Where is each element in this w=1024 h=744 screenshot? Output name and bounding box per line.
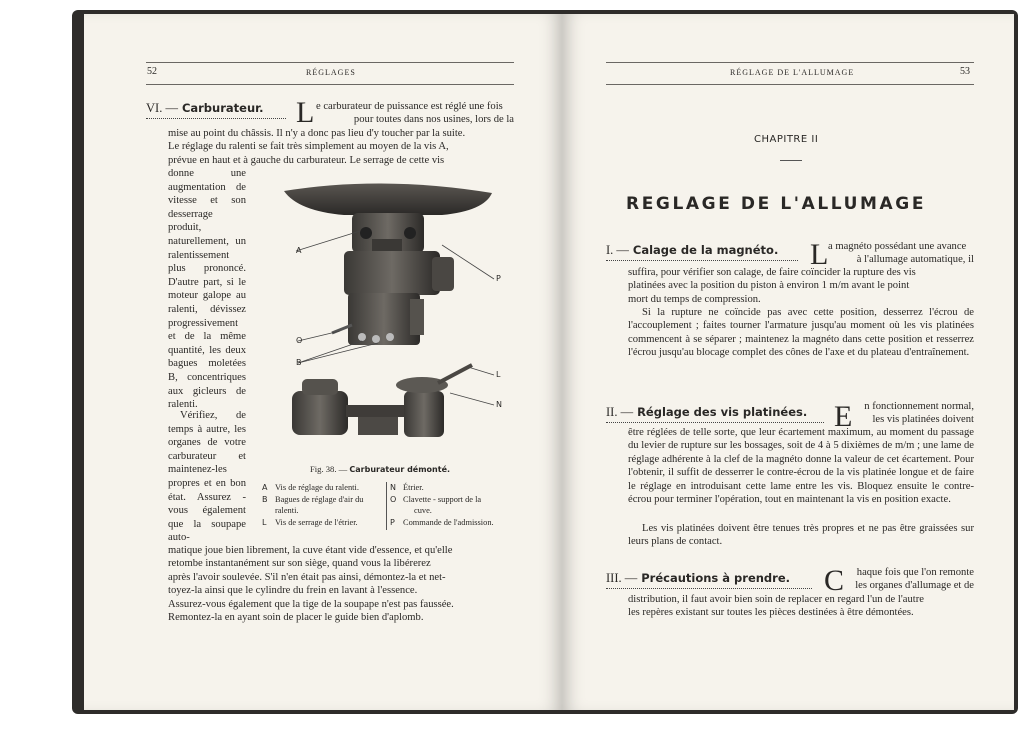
header-rule-bottom	[146, 84, 514, 85]
figure-label-a: A	[296, 246, 302, 255]
chapter-title: REGLAGE DE L'ALLUMAGE	[626, 194, 927, 214]
text-line: e carburateur de puissance est réglé une fois	[316, 101, 503, 112]
full-width-lines	[168, 127, 514, 167]
figure-label-n: N	[496, 400, 502, 409]
figure-label-p: P	[496, 274, 501, 283]
header-rule-top	[146, 62, 514, 63]
narrow-paragraph: donne une augmentation de vitesse et son desserrage produit, naturellement, un ralentissement plus prononcé. D'autre part, si le moteur galope au ralenti, dévissez progressivement et de la même quantité, les deux bagues moletées B, concentriques aux gicleurs de ralenti.	[168, 168, 246, 411]
running-head-right: RÉGLAGE DE L'ALLUMAGE	[730, 68, 855, 77]
caption-title: Carburateur démonté.	[349, 465, 451, 474]
text-line: Assurez-vous également que la tige de la soupape n'est pas faussée.	[168, 598, 454, 610]
legend-row: N Étrier.	[390, 483, 424, 492]
drop-cap: E	[834, 400, 853, 433]
section-2-paragraph-2: Les vis platinées doivent être tenues très propres et ne pas être graissées sur leurs plans de contact.	[628, 523, 974, 548]
figure-label-l: L	[496, 370, 501, 379]
legend-row: P Commande de l'admission.	[390, 517, 494, 527]
chapter-rule	[780, 160, 802, 161]
legend-row: cuve.	[414, 506, 432, 515]
heading-dotted-rule	[606, 422, 824, 423]
running-head-left: RÉGLAGES	[306, 68, 356, 77]
legend-row: ralenti.	[275, 506, 299, 515]
section-number: VI. —	[146, 101, 178, 115]
header-rule-bottom	[606, 84, 974, 85]
legend-row: L Vis de serrage de l'étrier.	[262, 517, 358, 527]
text-line: pour toutes dans nos usines, lors de la	[353, 114, 514, 126]
intro-lines	[316, 100, 514, 127]
figure-label-o: O	[296, 336, 303, 345]
legend-divider	[386, 482, 387, 530]
text-line: matique joue bien librement, la cuve étant vide d'essence, et qu'elle	[168, 545, 453, 556]
section-heading-precautions: III. — Précautions à prendre.	[606, 571, 790, 585]
section-heading-carburateur	[146, 100, 264, 116]
text-line: retombe instantanément sur son siège, quand vous la libérerez	[168, 558, 431, 570]
page-number-right: 53	[960, 66, 970, 77]
drop-cap: L	[810, 238, 829, 271]
section-title: Carburateur.	[181, 101, 264, 115]
text-line: prévue en haut et à gauche du carburateur. Le serrage de cette vis	[168, 154, 445, 166]
left-page	[84, 14, 562, 710]
legend-row: A Vis de réglage du ralenti.	[262, 483, 359, 492]
text-line: mise au point du châssis. Il n'y a donc pas lieu d'y toucher par la suite.	[168, 128, 466, 139]
legend-row: O Clavette - support de la	[390, 494, 482, 504]
text-line: après l'avoir soulevée. S'il n'en était pas ainsi, démontez-la et net-	[168, 571, 446, 583]
drop-cap: C	[824, 564, 845, 597]
page-number-left: 52	[147, 66, 157, 77]
figure-label-b: B	[296, 358, 302, 367]
figure-legend	[262, 482, 514, 532]
heading-dotted-rule	[146, 118, 286, 119]
heading-dotted-rule	[606, 260, 798, 261]
text-line: toyez-la ainsi que le cylindre du frein en lavant à l'essence.	[168, 585, 418, 597]
figure-caption	[310, 464, 450, 474]
header-rule-top	[606, 62, 974, 63]
legend-right-column	[390, 482, 514, 528]
text-line: Remontez-la en ayant soin de placer le guide bien d'aplomb.	[168, 612, 424, 624]
bottom-paragraph	[168, 544, 514, 624]
section-3-lines: distribution, il faut avoir bien soin de replacer en regard l'un de l'autre les repères existant sur toutes les pièces destinées à être démontées.	[628, 594, 924, 619]
section-1-lines: suffira, pour vérifier son calage, de faire coïncider la rupture des vis platinées avec la position du piston à environ 1 m/m avant le point mort du temps de compression.	[628, 267, 916, 305]
section-1-paragraph-2: Si la rupture ne coïncide pas avec cette position, desserrez l'écrou de l'accouplement ; faites tourner l'armature jusqu'au moment où les vis platinées commencent à se séparer ; maintenez la magnéto dans cette position et resserrez l'écrou jusqu'au blocage complet des cônes de l'axe et du plateau d'entraînement.	[628, 307, 974, 359]
caption-prefix: Fig. 38. —	[310, 464, 348, 474]
section-heading-vis-platinees: II. — Réglage des vis platinées.	[606, 405, 808, 419]
intro-lines: a magnéto possédant une avance à l'allumage automatique, il	[828, 241, 974, 266]
section-heading-magneto: I. — Calage de la magnéto.	[606, 243, 779, 257]
legend-left-column	[262, 482, 384, 528]
section-2-paragraph: être réglées de telle sorte, que leur écartement maximum, au moment du passage du levier de rupture sur les bossages, soit de 4 à 5 dixièmes de m/m ; une lame de réglage adhérente à la clef de la magnéto donne la valeur de cet écartement. Pour l'obtenir, il suffit de desserrer le contre-écrou de la vis platinée longue et de faire le réglage en introduisant cette lame entre les vis. Bloquez ensuite le contre-écrou pour terminer l'opération, tout en maintenant la vis en position exacte.	[628, 427, 974, 506]
right-page	[562, 14, 1014, 710]
text-line: Le réglage du ralenti se fait très simplement au moyen de la vis A,	[168, 141, 449, 153]
narrow-paragraph-2: Vérifiez, de temps à autre, les organes de votre carburateur et maintenez-les propres et en bon état. Assurez - vous également que la soupape auto-	[168, 410, 246, 544]
drop-cap: L	[296, 96, 315, 129]
intro-lines: n fonctionnement normal, les vis platinées doivent	[864, 401, 974, 426]
carburetor-figure	[272, 179, 504, 459]
chapter-label: CHAPITRE II	[754, 134, 819, 145]
heading-dotted-rule	[606, 588, 812, 589]
legend-row: B Bagues de réglage d'air du	[262, 494, 364, 504]
intro-lines: haque fois que l'on remonte les organes d'allumage et de	[855, 567, 974, 592]
